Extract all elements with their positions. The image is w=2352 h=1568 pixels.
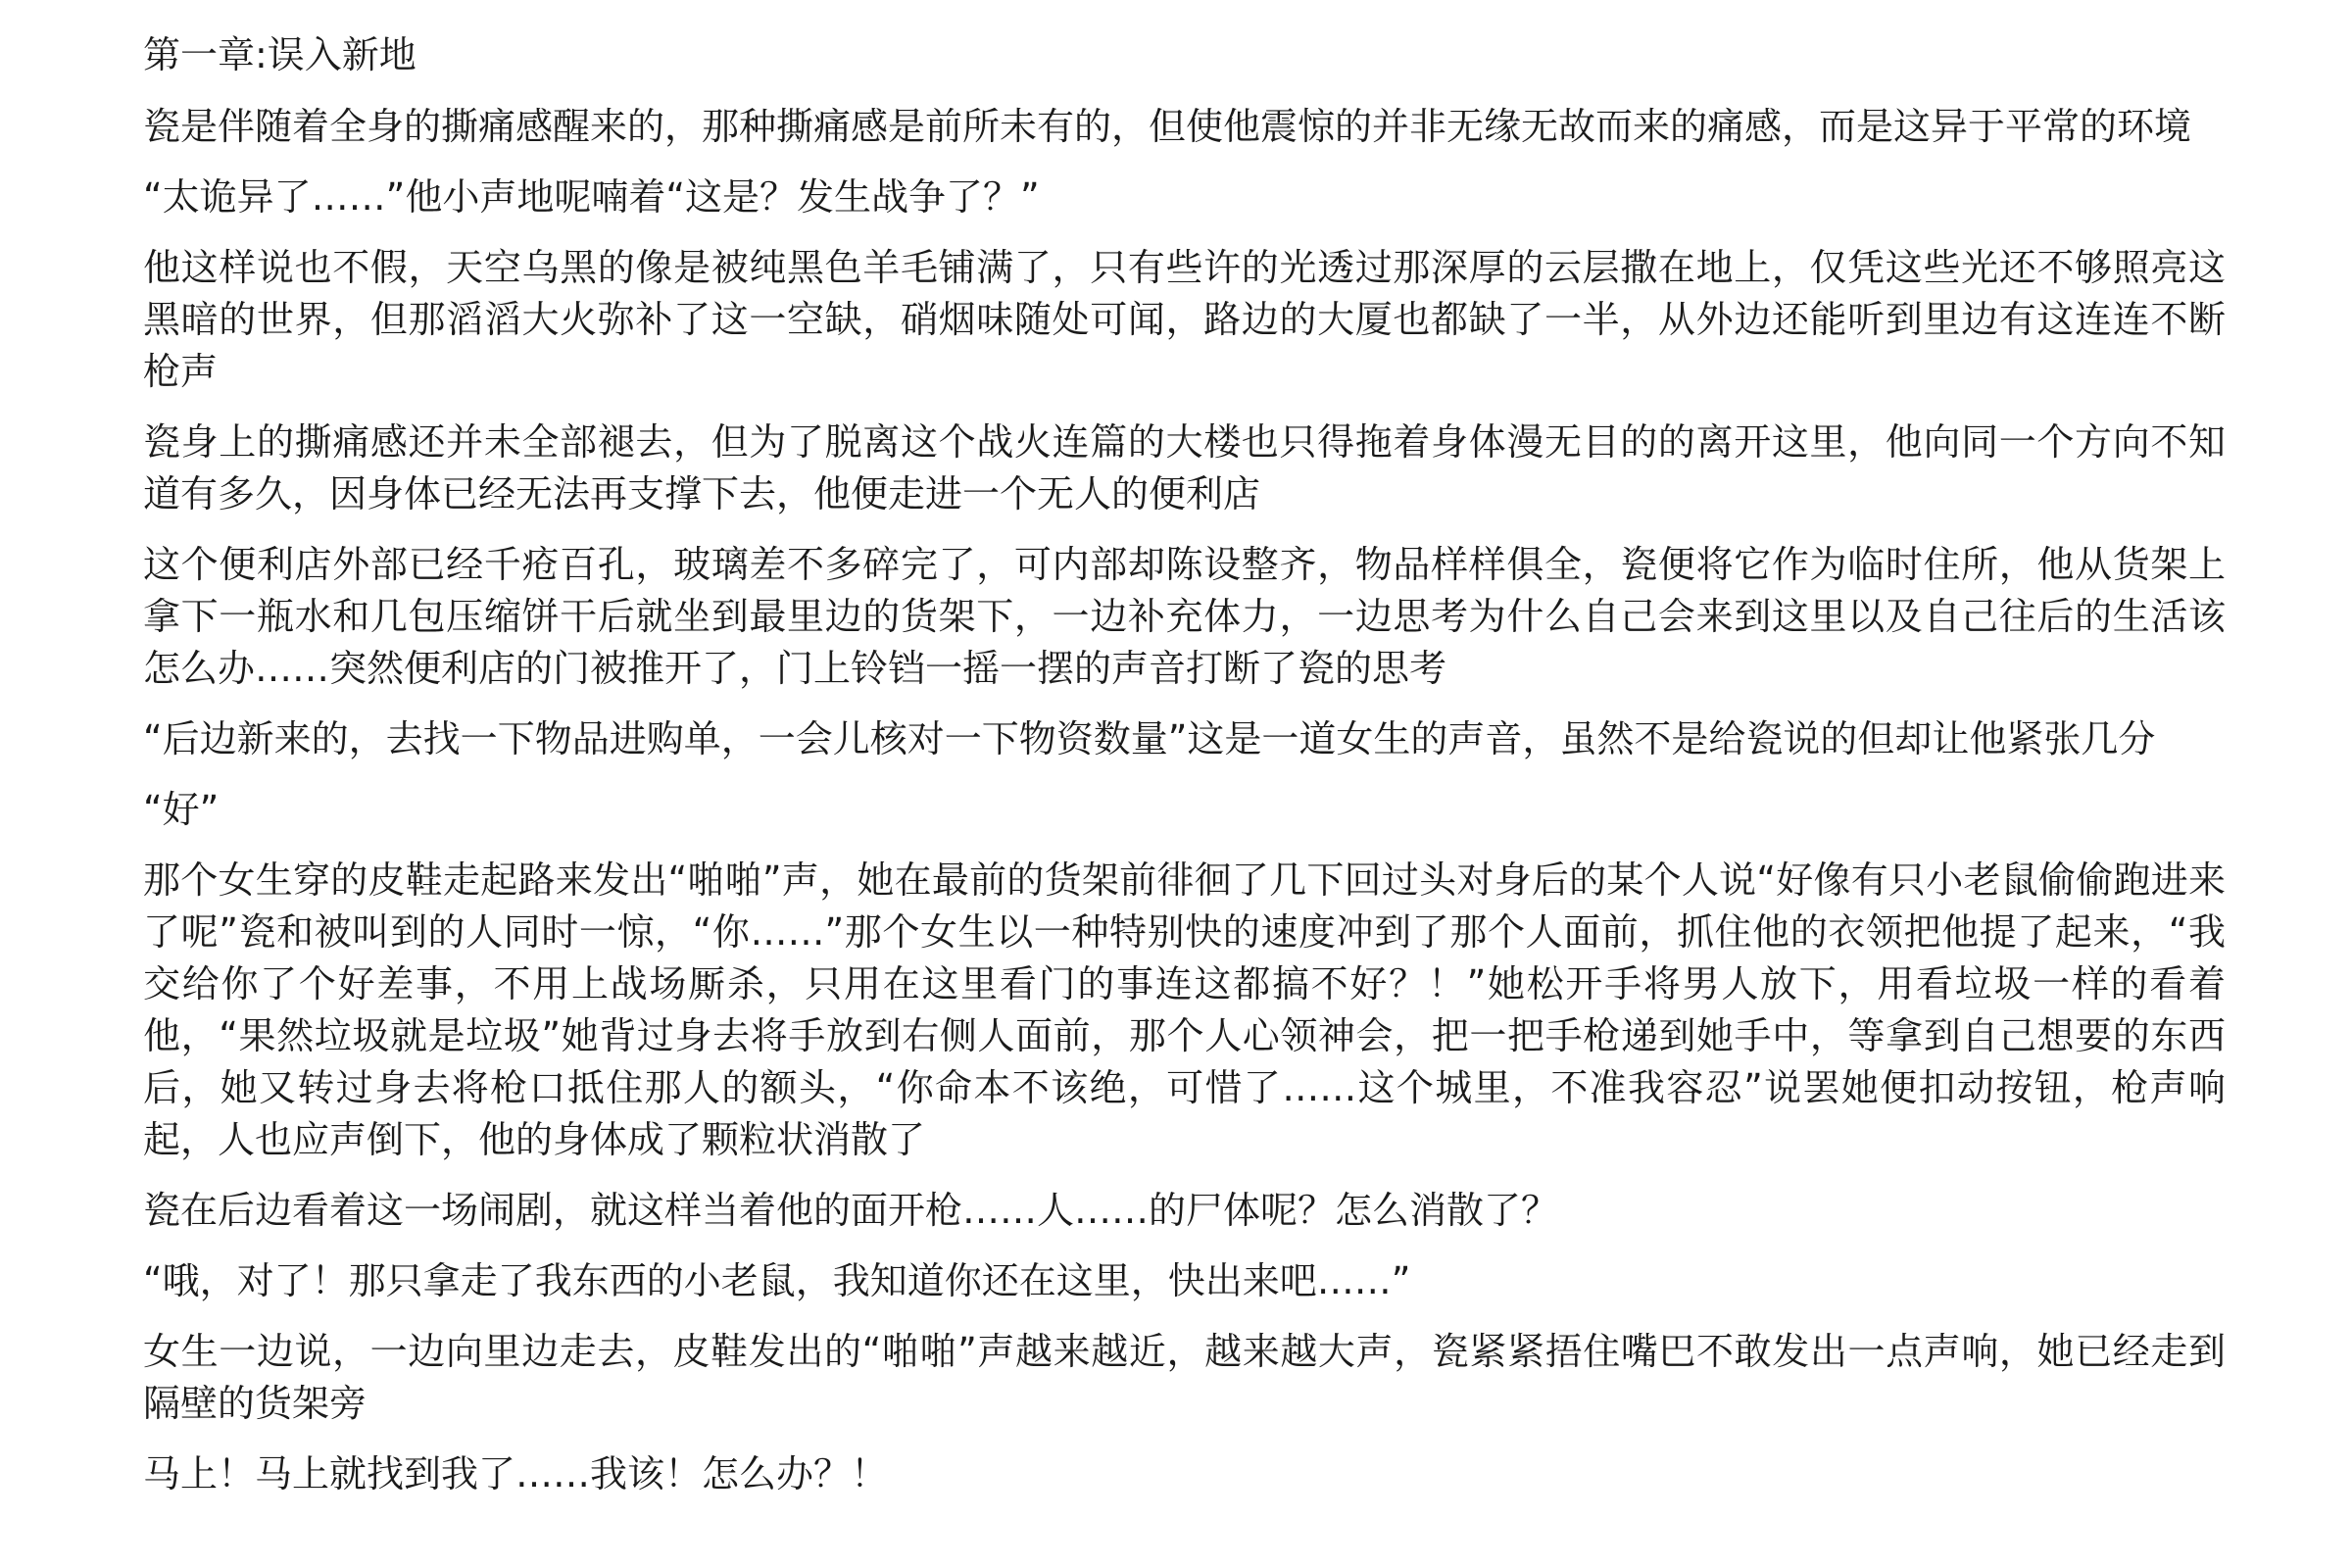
- paragraph: 瓷身上的撕痛感还并未全部褪去，但为了脱离这个战火连篇的大楼也只得拖着身体漫无目的的离开这里，他向同一个方向不知道有多久，因身体已经无法再支撑下去，他便走进一个无人的便利店: [143, 420, 2226, 515]
- paragraph: 女生一边说，一边向里边走去，皮鞋发出的“啪啪”声越来越近，越来越大声，瓷紧紧捂住嘴巴不敢发出一点声响，她已经走到隔壁的货架旁: [143, 1330, 2226, 1425]
- chapter-title: 第一章:误入新地: [143, 33, 416, 76]
- paragraph: “后边新来的，去找一下物品进购单，一会儿核对一下物资数量”这是一道女生的声音，虽然不是给瓷说的但却让他紧张几分: [143, 717, 2156, 760]
- paragraph: 马上！马上就找到我了……我该！怎么办？！: [143, 1452, 889, 1495]
- paragraph: “哦，对了！那只拿走了我东西的小老鼠，我知道你还在这里，快出来吧……”: [143, 1259, 1411, 1302]
- paragraph: 瓷是伴随着全身的撕痛感醒来的，那种撕痛感是前所未有的，但使他震惊的并非无缘无故而来的痛感，而是这异于平常的环境: [143, 105, 2192, 148]
- paragraph: 这个便利店外部已经千疮百孔，玻璃差不多碎完了，可内部却陈设整齐，物品样样俱全，瓷便将它作为临时住所，他从货架上拿下一瓶水和几包压缩饼干后就坐到最里边的货架下，一边补充体力，一边思考为什么自己会来到这里以及自己往后的生活该怎么办……突然便利店的门被推开了，门上铃铛一摇一摆的声音打断了瓷的思考: [143, 543, 2226, 690]
- paragraph: “太诡异了……”他小声地呢喃着“这是？发生战争了？”: [143, 175, 1040, 219]
- paragraph: 那个女生穿的皮鞋走起路来发出“啪啪”声，她在最前的货架前徘徊了几下回过头对身后的某个人说“好像有只小老鼠偷偷跑进来了呢”瓷和被叫到的人同时一惊，“你……”那个女生以一种特别快的速度冲到了那个人面前，抓住他的衣领把他提了起来，“我交给你了个好差事，不用上战场厮杀，只用在这里看门的事连这都搞不好？！”她松开手将男人放下，用看垃圾一样的看着他，“果然垃圾就是垃圾”她背过身去将手放到右侧人面前，那个人心领神会，把一把手枪递到她手中，等拿到自己想要的东西后，她又转过身去将枪口抵住那人的额头，“你命本不该绝，可惜了……这个城里，不准我容忍”说罢她便扣动按钮，枪声响起，人也应声倒下，他的身体成了颗粒状消散了: [143, 858, 2226, 1161]
- paragraph: 他这样说也不假，天空乌黑的像是被纯黑色羊毛铺满了，只有些许的光透过那深厚的云层撒在地上，仅凭这些光还不够照亮这黑暗的世界，但那滔滔大火弥补了这一空缺，硝烟味随处可闻，路边的大厦也都缺了一半，从外边还能听到里边有这连连不断枪声: [143, 246, 2226, 393]
- paragraph: “好”: [143, 788, 220, 831]
- document-body: [143, 29, 2226, 1519]
- paragraph: 瓷在后边看着这一场闹剧，就这样当着他的面开枪……人……的尸体呢？怎么消散了？: [143, 1189, 1559, 1232]
